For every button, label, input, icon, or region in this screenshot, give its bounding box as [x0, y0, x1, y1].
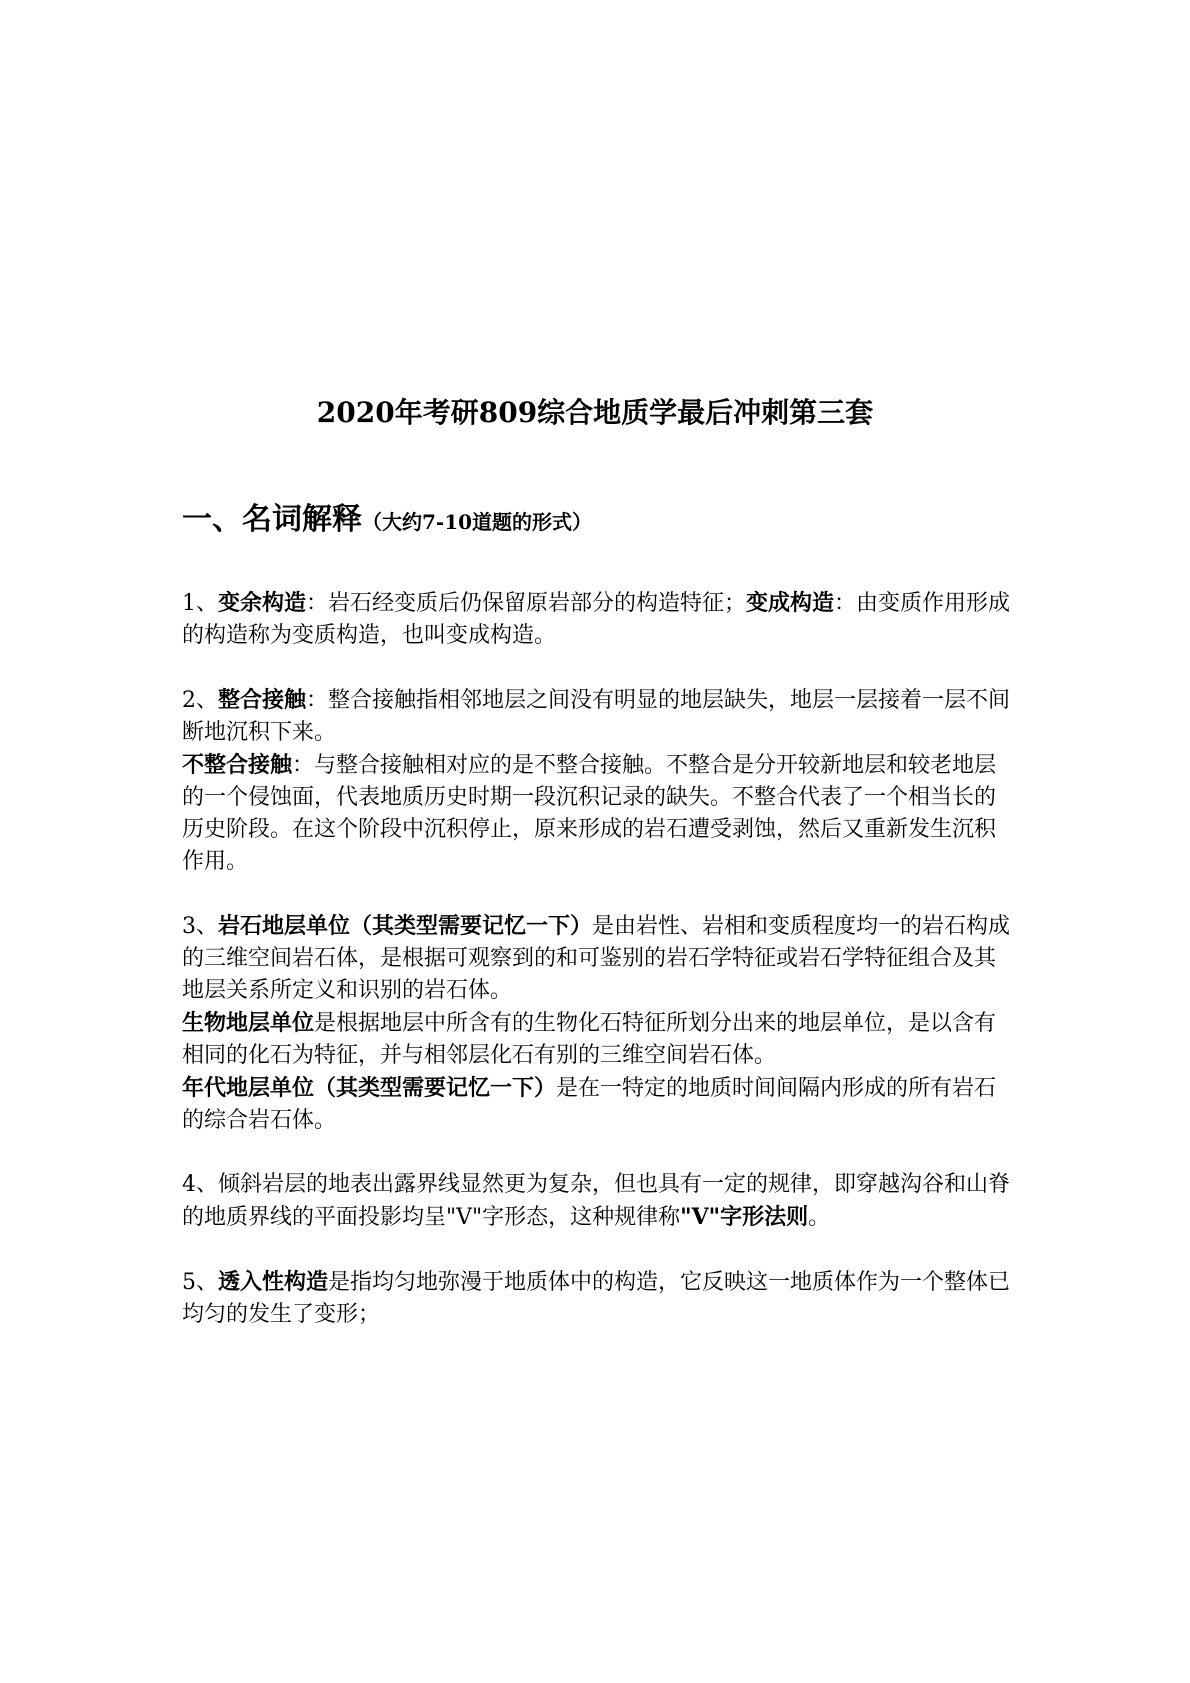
definition-text: 。 [808, 1205, 831, 1230]
item-number: 3、 [182, 914, 218, 939]
section-heading [182, 500, 592, 544]
term: 不整合接触 [182, 752, 293, 778]
term: 变成构造 [746, 590, 835, 616]
item-number: 4、 [182, 1172, 218, 1197]
definition-item-4 [182, 1169, 1017, 1234]
definition-text: 是根据地层中所含有的生物化石特征所划分出来的地层单位，是以含有相同的化石为特征，并与相邻层化石有别的三维空间岩石体。 [182, 1011, 997, 1068]
item-number: 1、 [182, 591, 218, 616]
term: 变余构造 [218, 590, 307, 616]
definition-item-5 [182, 1266, 1017, 1331]
definition-item-2b [182, 749, 1017, 878]
term: "V"字形法则 [680, 1204, 809, 1230]
definition-item-3c [182, 1072, 1017, 1137]
definition-text: 是由岩性、岩相和变质程度均一的岩石构成的三维空间岩石体，是根据可观察到的和可鉴别的岩石学特征或岩石学特征组合及其地层关系所定义和识别的岩石体。 [182, 914, 1011, 1003]
term: 透入性构造 [218, 1269, 329, 1295]
item-number: 2、 [182, 688, 218, 713]
section-heading-note: （大约7-10道题的形式） [362, 510, 593, 534]
definition-text: 是在一特定的地质时间间隔内形成的所有岩石的综合岩石体。 [182, 1076, 997, 1133]
term: 岩石地层单位（其类型需要记忆一下） [218, 913, 593, 939]
definition-text: 倾斜岩层的地表出露界线显然更为复杂，但也具有一定的规律，即穿越沟谷和山脊的地质界线的平面投影均呈"V"字形态，这种规律称 [182, 1172, 1011, 1230]
document-title: 2020年考研809综合地质学最后冲刺第三套 [316, 396, 874, 429]
spacer [182, 1234, 1017, 1266]
definition-item-3b [182, 1007, 1017, 1072]
spacer [182, 878, 1017, 910]
definitions-list [182, 587, 1017, 1331]
definition-item-2 [182, 684, 1017, 749]
definition-text: ：由变质作用形成的构造称为变质构造，也叫变成构造。 [182, 591, 1011, 648]
definition-text: ：与整合接触相对应的是不整合接触。不整合是分开较新地层和较老地层的一个侵蚀面，代表地质历史时期一段沉积记录的缺失。不整合代表了一个相当长的历史阶段。在这个阶段中沉积停止，原来形成的岩石遭受剥蚀，然后又重新发生沉积作用。 [182, 753, 997, 874]
definition-text: ：整合接触指相邻地层之间没有明显的地层缺失，地层一层接着一层不间断地沉积下来。 [182, 688, 1011, 745]
spacer [182, 1137, 1017, 1169]
definition-text: ：岩石经变质后仍保留原岩部分的构造特征； [306, 591, 747, 616]
term: 年代地层单位（其类型需要记忆一下） [182, 1075, 557, 1101]
definition-item-3 [182, 910, 1017, 1007]
definition-text: 是指均匀地弥漫于地质体中的构造，它反映这一地质体作为一个整体已均匀的发生了变形； [182, 1270, 1011, 1327]
section-heading-main: 一、名词解释 [182, 502, 362, 537]
spacer [182, 652, 1017, 684]
definition-item-1 [182, 587, 1017, 652]
term: 整合接触 [218, 687, 307, 713]
term: 生物地层单位 [182, 1010, 315, 1036]
item-number: 5、 [182, 1270, 218, 1295]
